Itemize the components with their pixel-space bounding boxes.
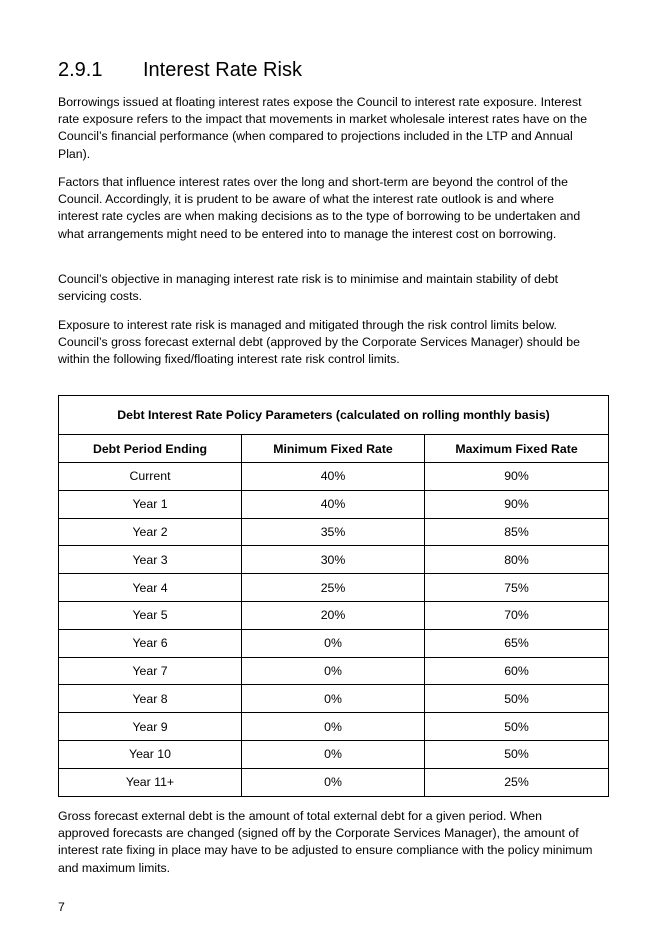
table-row	[59, 629, 609, 657]
table-row	[59, 657, 609, 685]
cell-max: 75%	[425, 574, 609, 602]
section-title: Interest Rate Risk	[143, 59, 302, 81]
column-header-max: Maximum Fixed Rate	[425, 435, 609, 463]
table-row	[59, 685, 609, 713]
cell-max: 80%	[425, 546, 609, 574]
cell-min: 0%	[242, 629, 425, 657]
table-row	[59, 601, 609, 629]
cell-period: Year 6	[59, 629, 242, 657]
policy-parameters-table	[58, 395, 609, 797]
cell-max: 90%	[425, 463, 609, 491]
paragraph-exposure: Exposure to interest rate risk is managed and mitigated through the risk control limits below. Council’s gross forecast external debt (approved by the Corporate Services Manager) should be within the following fixed/floating interest rate risk control limits.	[58, 318, 580, 367]
paragraph-gross-debt: Gross forecast external debt is the amount of total external debt for a given period. When approved forecasts are changed (signed off by the Corporate Services Manager), the amount of interest rate fixing in place may have to be adjusted to ensure compliance with the policy minimum and maximum limits.	[58, 809, 593, 875]
cell-max: 65%	[425, 629, 609, 657]
cell-max: 50%	[425, 740, 609, 768]
cell-max: 90%	[425, 490, 609, 518]
cell-min: 0%	[242, 768, 425, 796]
cell-min: 0%	[242, 740, 425, 768]
column-header-min: Minimum Fixed Rate	[242, 435, 425, 463]
cell-max: 70%	[425, 601, 609, 629]
cell-min: 0%	[242, 685, 425, 713]
table-row	[59, 463, 609, 491]
cell-min: 0%	[242, 657, 425, 685]
cell-min: 30%	[242, 546, 425, 574]
paragraph-factors: Factors that influence interest rates over the long and short-term are beyond the control of the Council. Accordingly, it is prudent to be aware of what the interest rate outlook is and where interest rate cycles are when making decisions as to the type of borrowing to be undertaken and what arrangements might need to be entered into to manage the interest cost on borrowing.	[58, 175, 581, 241]
cell-period: Year 9	[59, 713, 242, 741]
table-title-row	[59, 396, 609, 435]
cell-min: 20%	[242, 601, 425, 629]
cell-period: Year 8	[59, 685, 242, 713]
section-heading	[58, 58, 302, 82]
cell-max: 50%	[425, 685, 609, 713]
cell-period: Current	[59, 463, 242, 491]
cell-min: 40%	[242, 463, 425, 491]
cell-period: Year 11+	[59, 768, 242, 796]
page-number: 7	[58, 900, 65, 914]
table-row	[59, 546, 609, 574]
cell-period: Year 2	[59, 518, 242, 546]
cell-period: Year 10	[59, 740, 242, 768]
cell-max: 50%	[425, 713, 609, 741]
table-row	[59, 768, 609, 796]
cell-min: 25%	[242, 574, 425, 602]
cell-max: 85%	[425, 518, 609, 546]
table-row	[59, 574, 609, 602]
cell-period: Year 5	[59, 601, 242, 629]
cell-period: Year 1	[59, 490, 242, 518]
cell-max: 25%	[425, 768, 609, 796]
paragraph-objective: Council’s objective in managing interest rate risk is to minimise and maintain stability of debt servicing costs.	[58, 272, 559, 304]
table-row	[59, 490, 609, 518]
cell-max: 60%	[425, 657, 609, 685]
table-row	[59, 713, 609, 741]
cell-period: Year 3	[59, 546, 242, 574]
cell-min: 0%	[242, 713, 425, 741]
section-number: 2.9.1	[58, 59, 103, 81]
cell-min: 40%	[242, 490, 425, 518]
cell-min: 35%	[242, 518, 425, 546]
cell-period: Year 7	[59, 657, 242, 685]
column-header-period: Debt Period Ending	[59, 435, 242, 463]
table-row	[59, 740, 609, 768]
table-title: Debt Interest Rate Policy Parameters (calculated on rolling monthly basis)	[59, 396, 609, 435]
paragraph-floating-rates: Borrowings issued at floating interest rates expose the Council to interest rate exposure. Interest rate exposure refers to the impact that movements in market wholesale interest rates have on the Council’s financial performance (when compared to projections included in the LTP and Annual Plan).	[58, 95, 588, 161]
table-header-row	[59, 435, 609, 463]
cell-period: Year 4	[59, 574, 242, 602]
table-row	[59, 518, 609, 546]
